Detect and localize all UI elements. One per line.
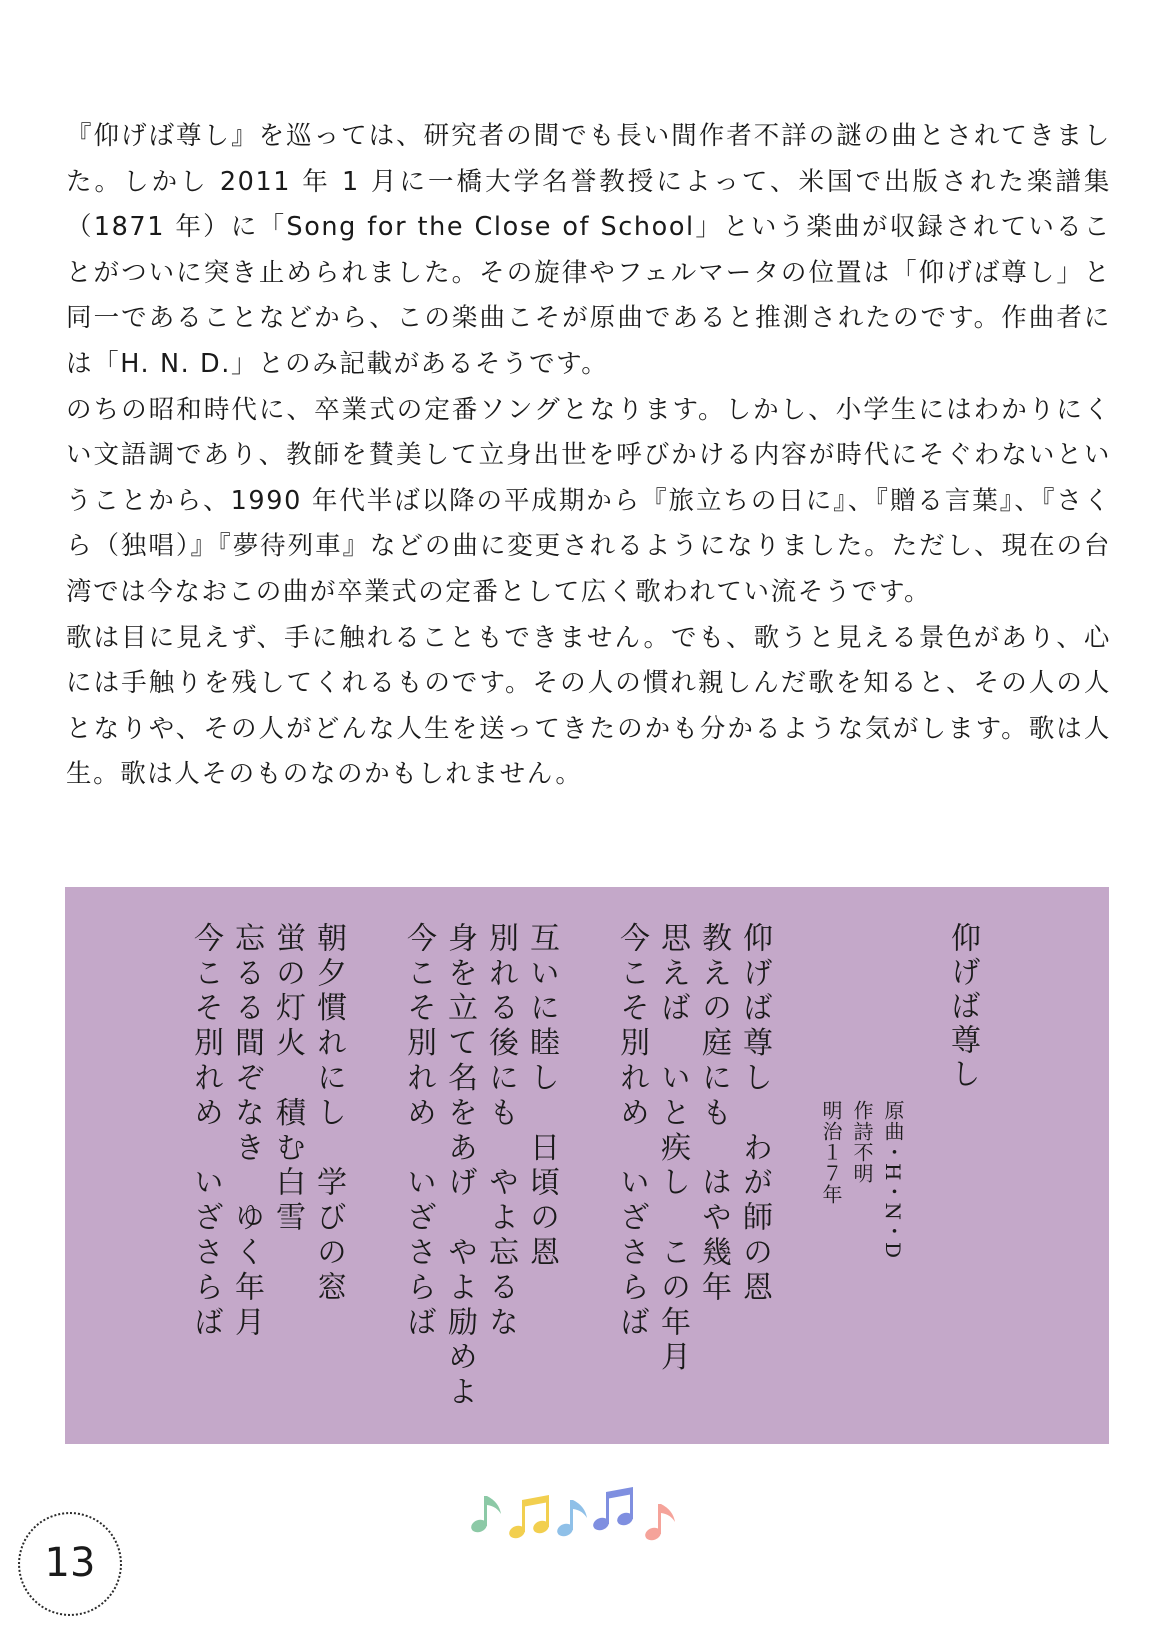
beamed-notes-icon xyxy=(591,1487,634,1532)
body-text xyxy=(66,114,1111,798)
paragraph-origin: 『仰げば尊し』を巡っては、研究者の間でも長い間作者不詳の謎の曲とされてきました。しかし 2011 年 1 月に一橋大学名誉教授によって、米国で出版された楽譜集（1871 年）に「Song for the Close of School」という楽曲が収録されていることがついに突き止められました。その旋律やフェルマータの位置は「仰げば尊し」と同一であることなどから、この楽曲こそが原曲であると推測されたのです。作曲者には「H. N. D.」とのみ記載があるそうです。 xyxy=(66,121,1111,379)
lyrics-verses xyxy=(175,922,775,1422)
lyrics-title: 仰げば尊し xyxy=(945,922,980,1092)
lyric-line: 忘るる間ぞなき ゆく年月 xyxy=(229,922,264,1341)
lyric-line: 朝夕慣れにし 学びの窓 xyxy=(311,922,346,1306)
eighth-note-icon xyxy=(643,1504,675,1542)
page-number: 13 xyxy=(18,1512,122,1616)
credit-composer: 原曲・H・N・D xyxy=(881,1100,905,1259)
credit-year: 明治１７年 xyxy=(819,1100,843,1205)
lyric-line: 身を立て名をあげ やよ励めよ xyxy=(442,922,477,1411)
lyric-line: 蛍の灯火 積む白雪 xyxy=(270,922,305,1237)
verse-2 xyxy=(398,922,562,1422)
lyrics-credits xyxy=(819,1100,908,1300)
eighth-note-icon xyxy=(469,1496,501,1534)
verse-3 xyxy=(185,922,349,1422)
paragraph-reflection: 歌は目に見えず、手に触れることもできません。でも、歌うと見える景色があり、心には手触りを残してくれるものです。その人の慣れ親しんだ歌を知ると、その人の人となりや、その人がどんな人生を送ってきたのかも分かるような気がします。歌は人生。歌は人そのものなのかもしれません。 xyxy=(66,622,1111,790)
lyric-line: 仰げば尊し わが師の恩 xyxy=(737,922,772,1306)
paragraph-history: のちの昭和時代に、卒業式の定番ソングとなります。しかし、小学生にはわかりにくい文語調であり、教師を賛美して立身出世を呼びかける内容が時代にそぐわないということから、1990 年代半ば以降の平成期から『旅立ちの日に』、『贈る言葉』、『さくら（独唱）』『夢待列車』などの曲に変更されるようになりました。ただし、現在の台湾では今なおこの曲が卒業式の定番として広く歌われてい流そうです。 xyxy=(66,394,1111,607)
lyric-line: 教えの庭にも はや幾年 xyxy=(696,922,731,1306)
lyric-line: 今こそ別れめ いざさらば xyxy=(188,922,223,1341)
lyric-line: 今こそ別れめ いざさらば xyxy=(614,922,649,1341)
lyric-line: 別れる後にも やよ忘るな xyxy=(483,922,518,1341)
lyric-line: 思えば いと疾し この年月 xyxy=(655,922,690,1376)
lyric-line: 今こそ別れめ いざさらば xyxy=(401,922,436,1341)
beamed-notes-icon xyxy=(507,1495,550,1540)
music-notes-decoration xyxy=(468,1480,688,1550)
eighth-note-icon xyxy=(555,1500,587,1538)
verse-1 xyxy=(611,922,775,1422)
credit-lyricist: 作詩不明 xyxy=(850,1100,874,1184)
lyric-line: 互いに睦し 日頃の恩 xyxy=(524,922,559,1271)
